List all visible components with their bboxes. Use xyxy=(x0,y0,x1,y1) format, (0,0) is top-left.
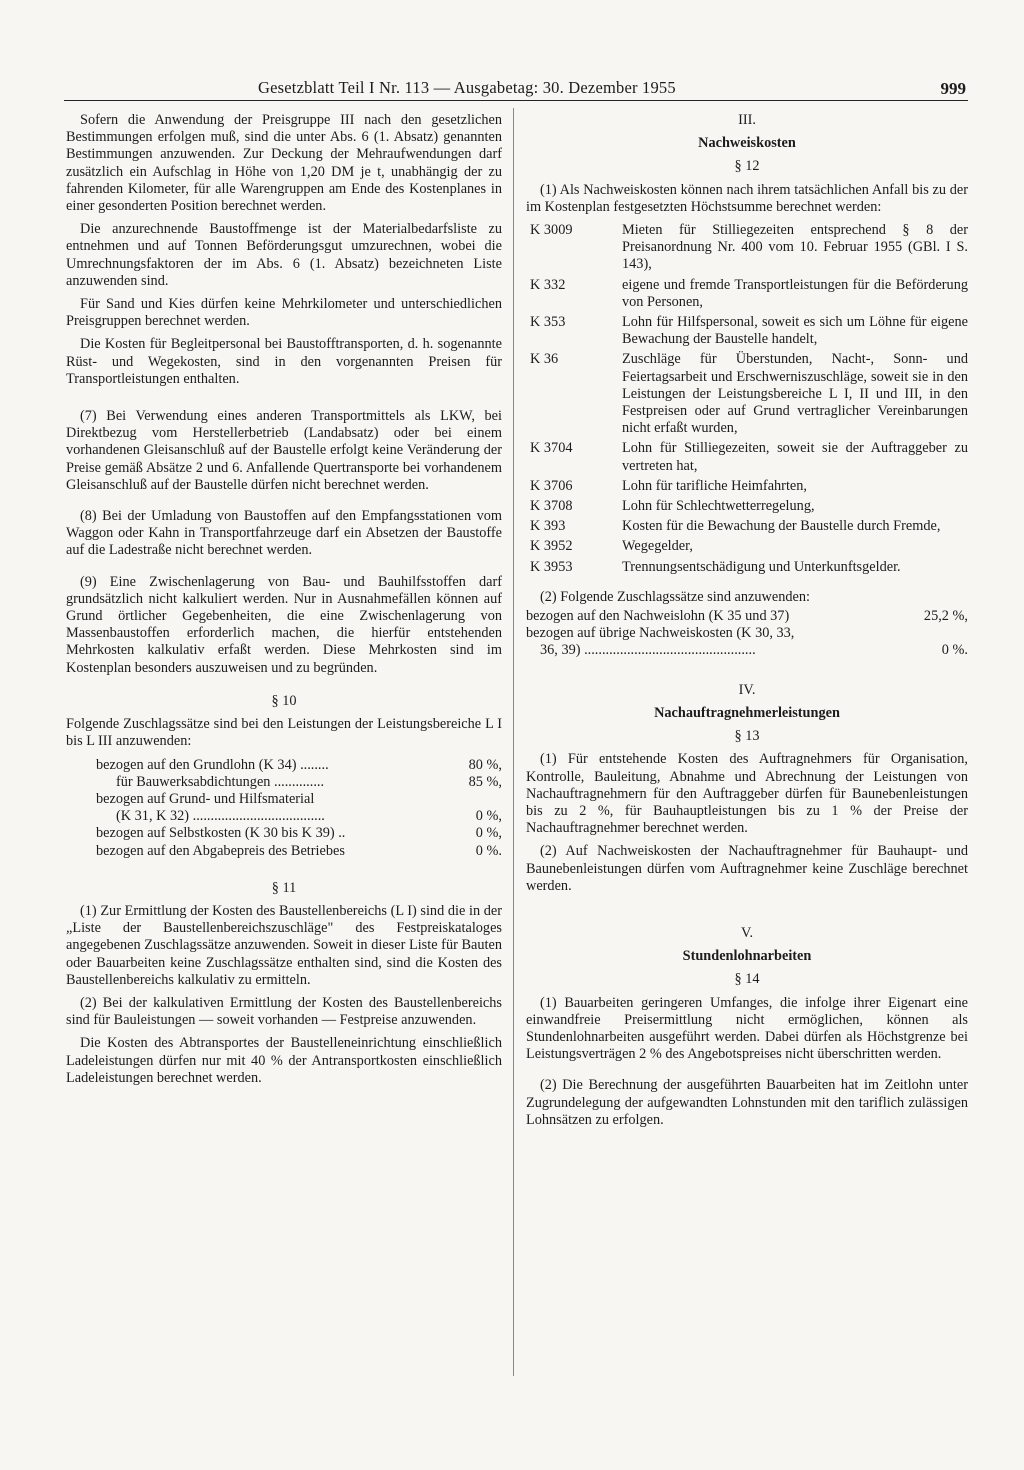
rate-row xyxy=(96,843,502,860)
rate-row xyxy=(96,774,502,791)
cost-item xyxy=(526,277,968,311)
cost-code: K 393 xyxy=(530,518,566,535)
cost-item xyxy=(526,440,968,474)
cost-text: eigene und fremde Transportleistungen für die Beförderung von Personen, xyxy=(622,276,968,310)
cost-code: K 3708 xyxy=(530,498,573,515)
cost-item xyxy=(526,518,968,535)
cost-item xyxy=(526,538,968,555)
section-heading-14: § 14 xyxy=(734,971,760,988)
rate-label: bezogen auf den Abgabepreis des Betriebes xyxy=(96,842,345,859)
rate-label: für Bauwerksabdichtungen .............. xyxy=(116,773,325,790)
cost-item xyxy=(526,351,968,437)
cost-item xyxy=(526,478,968,495)
section-roman-iv: IV. xyxy=(738,681,756,698)
cost-text: Lohn für Stilliegezeiten, soweit sie der Auftraggeber zu vertreten hat, xyxy=(622,440,968,474)
section-title-nachauftragnehmerleistungen: Nachauftragnehmerleistungen xyxy=(654,704,840,721)
header-title: Gesetzblatt Teil I Nr. 113 — Ausgabetag: 30. Dezember 1955 xyxy=(258,78,676,97)
paragraph: Folgende Zuschlagssätze sind bei den Leistungen der Leistungsbereiche L I bis L III anzuwenden: xyxy=(66,716,502,750)
cost-code: K 36 xyxy=(530,351,559,368)
cost-text: Lohn für Schlechtwetterregelung, xyxy=(622,498,815,515)
rate-value: 85 %, xyxy=(468,773,502,790)
rate-label: 36, 39) ................................................ xyxy=(540,642,756,659)
paragraph: Die Kosten für Begleitpersonal bei Baustofftransporten, d. h. sogenannte Rüst- und Wegekosten, sind in den vorgenannten Preisen für Transportleistungen enthalten. xyxy=(66,336,502,387)
rate-row xyxy=(526,642,968,659)
paragraph: Sofern die Anwendung der Preisgruppe III nach den gesetzlichen Bestimmungen erfolgen muß, sind die unter Abs. 6 (1. Absatz) genannten Bestimmungen anzuwenden. Zur Deckung der Mehraufwendungen darf zusätzlich ein Aufschlag in Höhe von 1,20 DM je t, unabhängig der zu fahrenden Kilometer, für alle Warengruppen am Ende des Kostenplanes in einer gesonderten Position berechnet werden. xyxy=(66,112,502,215)
rate-value: 0 %, xyxy=(475,808,502,825)
rate-label: bezogen auf übrige Nachweiskosten (K 30, 33, xyxy=(526,625,795,642)
page-header xyxy=(64,80,968,101)
paragraph-9: (9) Eine Zwischenlagerung von Bau- und Bauhilfsstoffen darf grundsätzlich nicht kalkuliert werden. Nur in Ausnahmefällen können auf Grund örtlicher Gegebenheiten, die eine Zwischenlagerung von Massenbaustoffen erforderlich machen, die hierfür entstehenden Mehrkosten kalkulativ erfaßt werden. Diese Mehrkosten sind im Kostenplan besonders auszuweisen und zu begründen. xyxy=(66,573,502,676)
paragraph: (1) Als Nachweiskosten können nach ihrem tatsächlichen Anfall bis zu der im Kostenplan festgesetzten Höchstsumme berechnet werden: xyxy=(526,181,968,215)
column-divider xyxy=(513,108,514,1376)
cost-text: Trennungsentschädigung und Unterkunftsgelder. xyxy=(622,558,901,575)
cost-item xyxy=(526,314,968,348)
paragraph-8: (8) Bei der Umladung von Baustoffen auf den Empfangsstationen vom Waggon oder Kahn in Transportfahrzeuge darf ein Absetzen der Baustoffe auf die Ladestraße nicht berechnet werden. xyxy=(66,508,502,559)
rates-table-10 xyxy=(66,757,502,860)
cost-text: Mieten für Stilliegezeiten entsprechend § 8 der Preisanordnung Nr. 400 vom 10. Februar 1955 (GBl. I S. 143), xyxy=(622,222,968,273)
right-column xyxy=(526,112,968,1135)
rate-row xyxy=(96,791,502,808)
cost-item xyxy=(526,559,968,576)
paragraph: Die Kosten des Abtransportes der Baustelleneinrichtung einschließlich Ladeleistungen dürfen nur mit 40 % der Antransportkosten einschließlich Ladeleistungen berechnet werden. xyxy=(66,1035,502,1086)
rate-value: 0 %. xyxy=(941,642,968,659)
page-number: 999 xyxy=(940,79,966,98)
paragraph: (1) Für entstehende Kosten des Auftragnehmers für Organisation, Kontrolle, Bauleitung, Abnahme und Abrechnung der Leistungen von Nachauftragnehmern für den Auftraggeber dürfen für Baunebenleistungen bis zu 2 %, für Bauhauptleistungen bis zu 1 % der Preise der Nachauftragnehmer berechnet werden. xyxy=(526,751,968,837)
section-title-stundenlohnarbeiten: Stundenlohnarbeiten xyxy=(682,948,812,965)
paragraph: Für Sand und Kies dürfen keine Mehrkilometer und unterschiedlichen Preisgruppen berechnet werden. xyxy=(66,296,502,330)
paragraph: (2) Die Berechnung der ausgeführten Bauarbeiten hat im Zeitlohn unter Zugrundelegung der aufgewandten Lohnstunden mit den tariflich zulässigen Lohnsätzen zu erfolgen. xyxy=(526,1077,968,1128)
left-column xyxy=(66,112,502,1093)
paragraph: (1) Zur Ermittlung der Kosten des Baustellenbereichs (L I) sind die in der „Liste der Baustellenbereichszuschläge" des Festpreiskataloges angegebenen Zuschlagssätze anzuwenden. Soweit in dieser Liste für Bauten oder Bauarbeiten keine Zuschlagssätze enthalten sind, sind die Kosten des Baustellenbereichs kalkulativ zu ermitteln. xyxy=(66,902,502,988)
cost-code: K 3704 xyxy=(530,440,573,457)
cost-text: Wegegelder, xyxy=(622,538,693,555)
paragraph: Die anzurechnende Baustoffmenge ist der Materialbedarfsliste zu entnehmen und auf Tonnen Beförderungsgut umzurechnen, wobei die Umrechnungsfaktoren der im Abs. 6 (1. Absatz) bezeichneten Liste anzuwenden sind. xyxy=(66,221,502,289)
rate-value: 0 %. xyxy=(475,842,502,859)
cost-text: Lohn für tarifliche Heimfahrten, xyxy=(622,477,807,494)
paragraph-7: (7) Bei Verwendung eines anderen Transportmittels als LKW, bei Direktbezug vom Herstellerbetrieb (Landabsatz) oder bei einem vorhandenen Gleisanschluß auf der Baustelle erfolgt keine Veränderung der Preise gemäß Absätze 2 und 6. Anfallende Quertransporte bei vorhandenem Gleisanschluß auf der Baustelle dürfen nicht berechnet werden. xyxy=(66,408,502,493)
rate-value: 80 %, xyxy=(468,756,502,773)
rate-value xyxy=(918,625,968,642)
rate-row xyxy=(96,757,502,774)
rate-value xyxy=(452,791,502,808)
paragraph: (2) Auf Nachweiskosten der Nachauftragnehmer für Bauhaupt- und Baunebenleistungen dürfen vom Auftragnehmer keine Zuschläge berechnet werden. xyxy=(526,843,968,894)
paragraph: (2) Folgende Zuschlagssätze sind anzuwenden: xyxy=(540,588,810,605)
section-title-nachweiskosten: Nachweiskosten xyxy=(698,135,796,152)
cost-text: Kosten für die Bewachung der Baustelle durch Fremde, xyxy=(622,518,941,535)
cost-text: Lohn für Hilfspersonal, soweit es sich um Löhne für eigene Bewachung der Baustelle handelt, xyxy=(622,314,968,348)
cost-code: K 3953 xyxy=(530,558,573,575)
rate-label: bezogen auf den Grundlohn (K 34) ........ xyxy=(96,756,329,773)
section-heading-10: § 10 xyxy=(271,692,297,709)
section-heading-11: § 11 xyxy=(271,879,297,896)
rate-value: 0 %, xyxy=(475,825,502,842)
cost-code: K 3952 xyxy=(530,538,573,555)
section-heading-12: § 12 xyxy=(734,158,760,175)
rate-label: (K 31, K 32) ..................................... xyxy=(116,808,325,825)
cost-text: Zuschläge für Überstunden, Nacht-, Sonn- und Feiertagsarbeit und Erschwerniszuschläge, soweit sie in den Leistungen der Leistungsbereiche L I, II und III, in den Festpreisen oder auf Grund vertraglicher Vereinbarungen nicht erfaßt wurden, xyxy=(622,351,968,437)
cost-code: K 332 xyxy=(530,276,566,293)
rate-label: bezogen auf Grund- und Hilfsmaterial xyxy=(96,790,315,807)
rate-value: 25,2 %, xyxy=(923,608,968,625)
rate-row xyxy=(526,625,968,642)
rate-row xyxy=(96,825,502,842)
section-roman-v: V. xyxy=(740,924,754,941)
paragraph: (1) Bauarbeiten geringeren Umfanges, die infolge ihrer Eigenart eine einwandfreie Preisermittlung nicht ermöglichen, können als Stundenlohnarbeiten ausgeführt werden. Dabei dürfen als Höchstgrenze bei Leistungsverträgen 2 % des Angebotspreises nicht überschritten werden. xyxy=(526,994,968,1063)
paragraph: (2) Bei der kalkulativen Ermittlung der Kosten des Baustellenbereichs sind für Bauleistungen — soweit vorhanden — Festpreise anzuwenden. xyxy=(66,994,502,1029)
cost-code: K 3009 xyxy=(530,222,573,239)
cost-code: K 3706 xyxy=(530,477,573,494)
rate-row xyxy=(96,808,502,825)
rate-label: bezogen auf Selbstkosten (K 30 bis K 39) .. xyxy=(96,825,346,842)
rates-table-12 xyxy=(526,608,968,660)
section-heading-13: § 13 xyxy=(734,728,760,745)
section-roman-iii: III. xyxy=(738,112,756,128)
rate-label: bezogen auf den Nachweislohn (K 35 und 37) xyxy=(526,608,790,625)
cost-code: K 353 xyxy=(530,314,566,331)
cost-item xyxy=(526,498,968,515)
cost-item xyxy=(526,222,968,274)
rate-row xyxy=(526,608,968,625)
